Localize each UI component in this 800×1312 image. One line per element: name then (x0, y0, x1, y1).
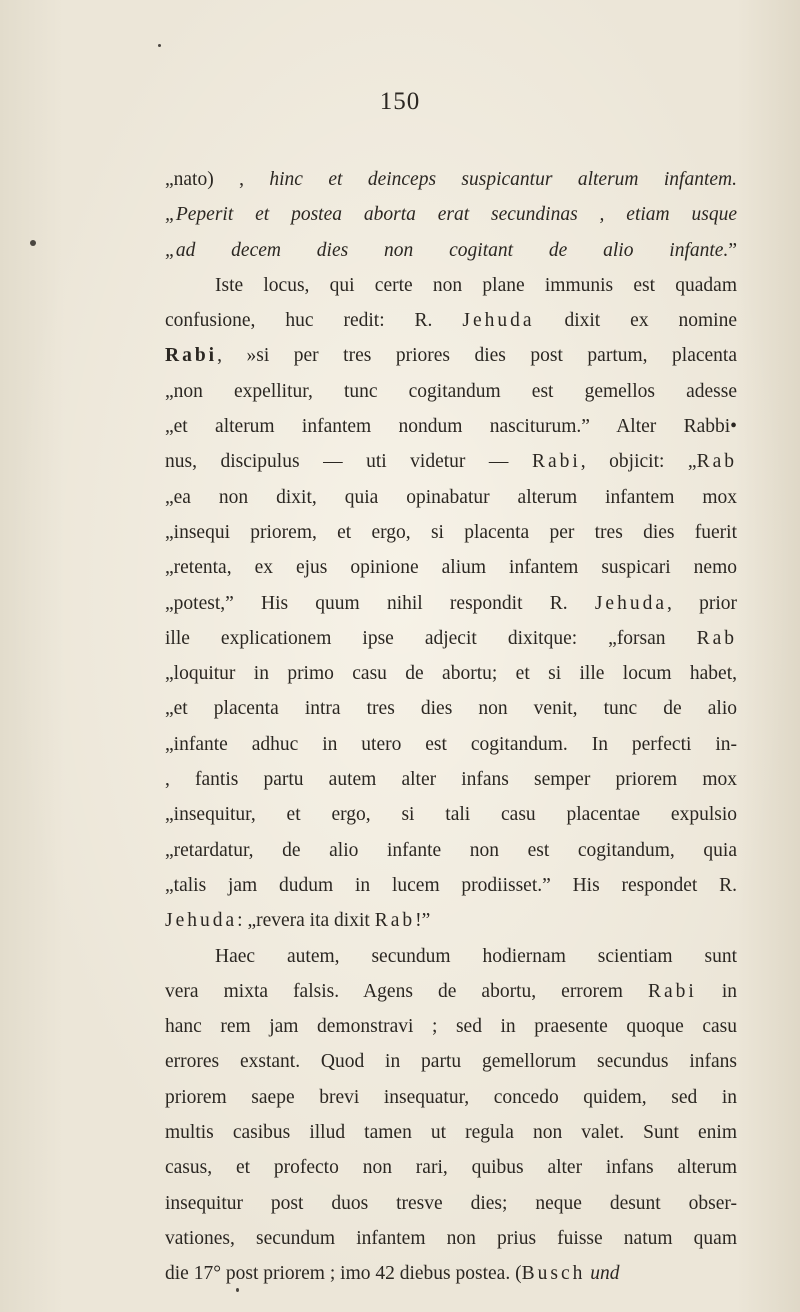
text-run: vationes, secundum infantem non prius fuisse natum quam (165, 1227, 737, 1249)
text-run: „retenta, ex ejus opinione alium infantem suspicari nemo (165, 557, 737, 579)
text-run: priorem saepe brevi insequatur, concedo quidem, sed in (165, 1086, 737, 1108)
italic-run: hinc et deinceps suspicantur alterum infantem. (269, 169, 737, 190)
text-run: vera mixta falsis. Agens de abortu, errorem (165, 980, 648, 1002)
text-run: !” (415, 910, 431, 932)
text-run: ” (728, 239, 737, 261)
text-line (165, 1009, 737, 1044)
text-run: „potest,” His quum nihil respondit R. (165, 592, 595, 614)
text-run: „infante adhuc in utero est cogitandum. In perfecti in- (165, 733, 737, 755)
text-line (165, 374, 737, 409)
text-line (165, 480, 737, 515)
text-line (165, 550, 737, 585)
text-line (165, 868, 737, 903)
spaced-name: Jehuda (165, 910, 238, 932)
ink-speck (158, 44, 161, 47)
text-line (165, 974, 737, 1009)
text-line (165, 197, 737, 232)
text-line (165, 939, 737, 974)
text-run: „insequi priorem, et ergo, si placenta per tres dies fuerit (165, 521, 737, 543)
text-line (165, 515, 737, 550)
ink-speck (236, 1288, 239, 1292)
text-run: „non expellitur, tunc cogitandum est gemellos adesse (165, 380, 737, 402)
text-line (165, 162, 737, 197)
text-line (165, 233, 737, 268)
spaced-name: Rab (696, 627, 737, 649)
text-run: die 17° post priorem ; imo 42 diebus postea. ( (165, 1263, 522, 1285)
spaced-name: Rabi (531, 451, 581, 473)
text-run: hanc rem jam demonstravi ; sed in praesente quoque casu (165, 1016, 737, 1038)
text-line (165, 1115, 737, 1150)
text-run: multis casibus illud tamen ut regula non valet. Sunt enim (165, 1122, 737, 1144)
text-line (165, 691, 737, 726)
text-run: „et placenta intra tres dies non venit, tunc de alio (165, 698, 737, 720)
italic-run: „ad decem dies non cogitant de alio infante. (165, 239, 729, 261)
text-run: casus, et profecto non rari, quibus alter infans alterum (165, 1157, 737, 1179)
text-line (165, 303, 737, 338)
text-run: „ea non dixit, quia opinabatur alterum infantem mox (165, 486, 737, 508)
text-line (165, 586, 737, 621)
text-line (165, 1044, 737, 1079)
spaced-name: Rabi (165, 345, 218, 367)
spaced-name: Rabi (647, 980, 697, 1002)
text-run: Haec autem, secundum hodiernam scientiam sunt (215, 945, 737, 967)
spaced-name: Busch (521, 1263, 586, 1285)
spaced-name: Rab (374, 910, 416, 932)
italic-run: und (590, 1263, 620, 1285)
text-line (165, 903, 737, 938)
page-number: 150 (379, 88, 421, 115)
text-line (165, 409, 737, 444)
text-run: errores exstant. Quod in partu gemellorum secundus infans (165, 1051, 737, 1073)
spaced-name: Jehuda (462, 310, 535, 332)
text-run: , objicit: „ (580, 451, 697, 473)
text-line (165, 444, 737, 479)
text-run: nus, discipulus — uti videtur — (165, 451, 532, 473)
text-line (165, 338, 737, 373)
spaced-name: Rab (696, 451, 737, 473)
text-line (165, 762, 737, 797)
text-line (165, 1186, 737, 1221)
text-line (165, 1080, 737, 1115)
text-line (165, 833, 737, 868)
text-run: „retardatur, de alio infante non est cogitandum, quia (165, 839, 737, 861)
italic-run: „Peperit et postea aborta erat secundinas , etiam usque (165, 204, 737, 226)
text-line (165, 1150, 737, 1185)
text-line (165, 797, 737, 832)
text-line (165, 656, 737, 691)
text-line (165, 727, 737, 762)
text-run: „nato) , (165, 169, 270, 190)
text-line (165, 1221, 737, 1256)
text-run: „insequitur, et ergo, si tali casu placentae expulsio (165, 804, 737, 826)
text-run: insequitur post duos tresve dies; neque desunt obser- (165, 1192, 737, 1214)
spaced-name: Jehuda (594, 592, 667, 614)
text-run: , fantis partu autem alter infans semper priorem mox (165, 769, 737, 791)
text-run: „loquitur in primo casu de abortu; et si ille locum habet, (165, 663, 737, 685)
text-run: , »si per tres priores dies post partum, placenta (217, 345, 737, 367)
text-line (165, 1256, 737, 1291)
text-line (165, 621, 737, 656)
text-run: „et alterum infantem nondum nasciturum.” Alter Rabbi• (165, 416, 737, 438)
text-run: : „revera ita dixit (237, 910, 375, 932)
ink-speck (30, 240, 36, 246)
text-run: ille explicationem ipse adjecit dixitque: „forsan (165, 627, 697, 649)
body-text (165, 162, 737, 1292)
text-run: confusione, huc redit: R. (165, 310, 463, 332)
text-run: in (696, 980, 738, 1002)
text-run: dixit ex nomine (534, 310, 737, 332)
text-run: Iste locus, qui certe non plane immunis est quadam (215, 274, 737, 296)
text-run: , prior (667, 592, 738, 614)
text-run: „talis jam dudum in lucem prodiisset.” His respondet R. (165, 874, 737, 896)
text-line (165, 268, 737, 303)
